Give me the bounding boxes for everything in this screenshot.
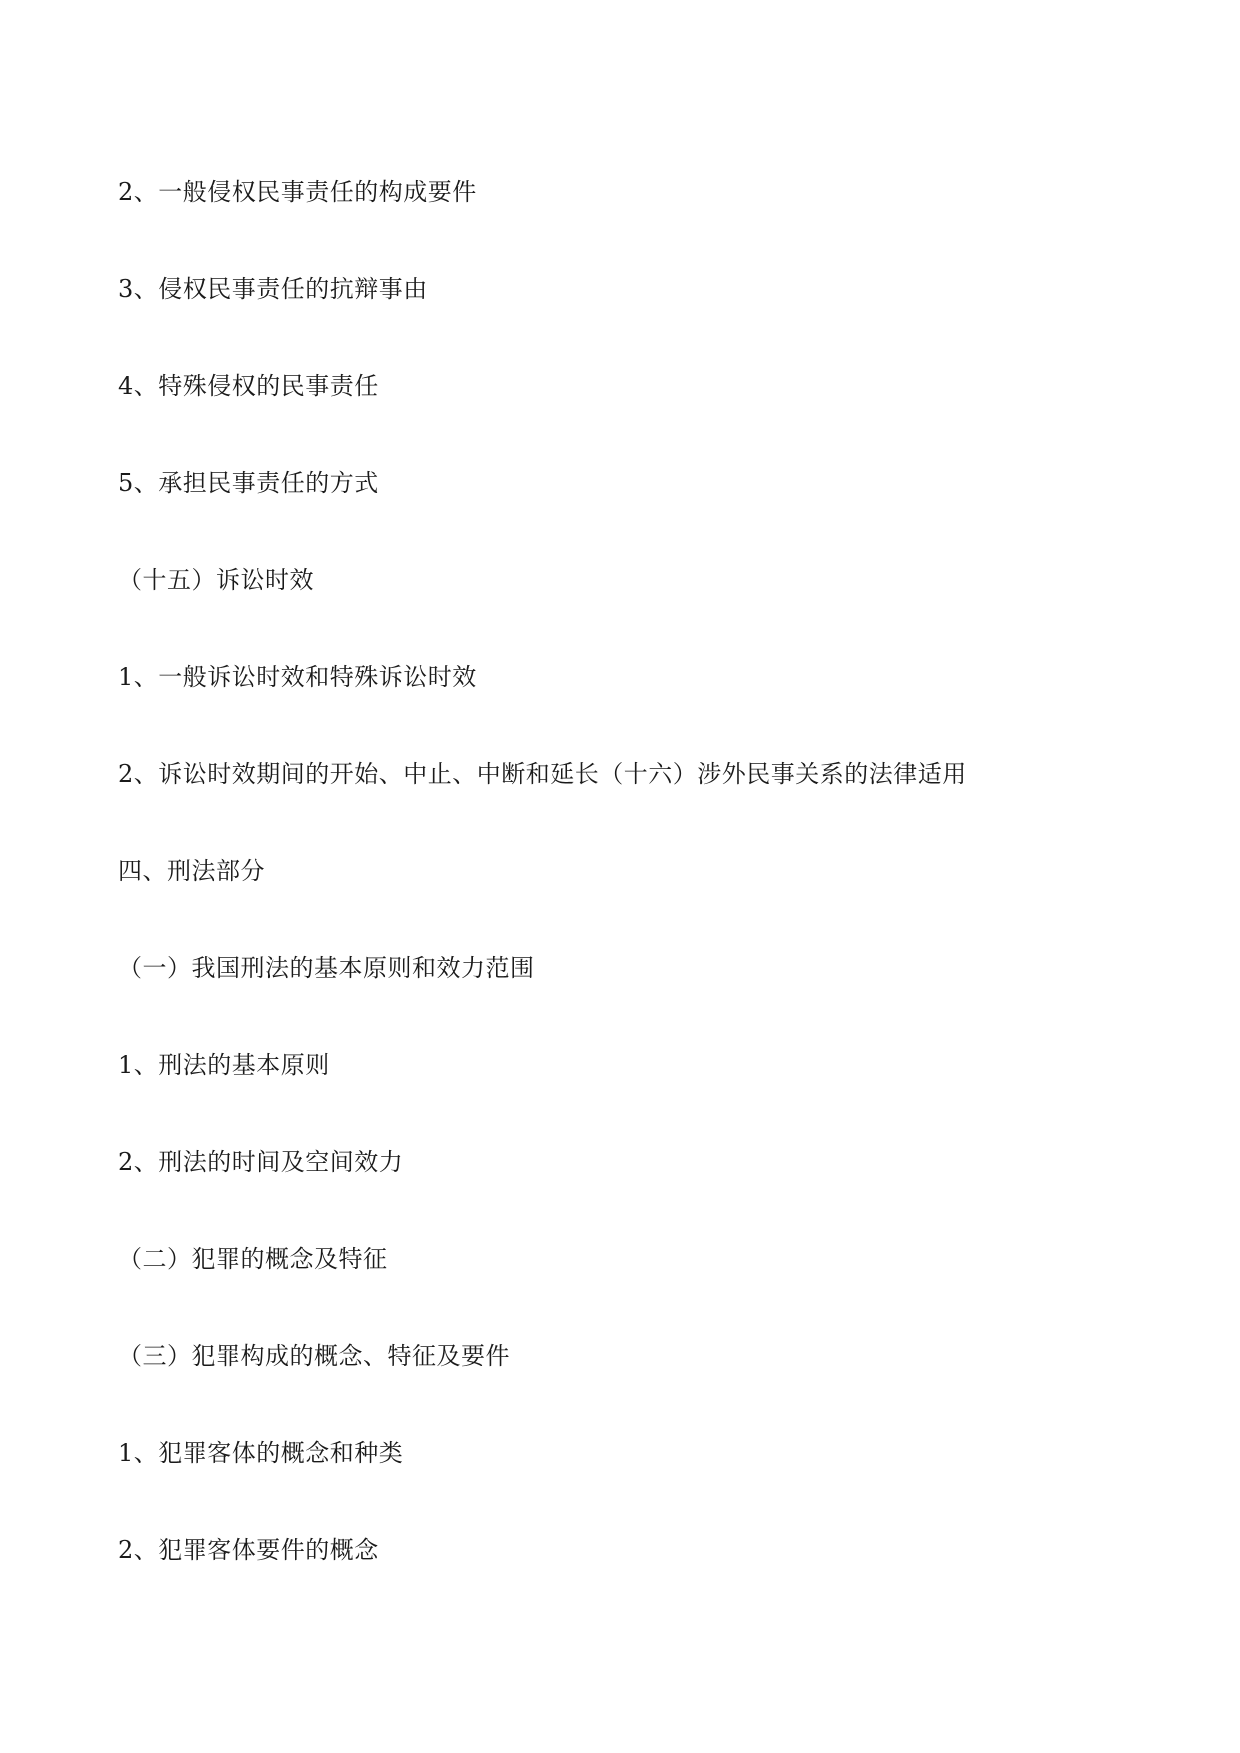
- part-heading-criminal-law: 四、刑法部分: [118, 857, 265, 885]
- text-line-time-space-effect: 2、刑法的时间及空间效力: [118, 1148, 404, 1176]
- text-line-crime-object-types: 1、犯罪客体的概念和种类: [118, 1439, 404, 1467]
- section-heading-limitation-period: （十五）诉讼时效: [118, 566, 314, 594]
- text-line-criminal-basic-principles: 1、刑法的基本原则: [118, 1051, 330, 1079]
- text-line-limitation-start-suspension: 2、诉讼时效期间的开始、中止、中断和延长（十六）涉外民事关系的法律适用: [118, 760, 967, 788]
- text-line-tort-liability-elements: 2、一般侵权民事责任的构成要件: [118, 178, 477, 206]
- text-line-special-tort-liability: 4、特殊侵权的民事责任: [118, 372, 379, 400]
- section-heading-crime-concept: （二）犯罪的概念及特征: [118, 1245, 388, 1273]
- section-heading-crime-constitution: （三）犯罪构成的概念、特征及要件: [118, 1342, 510, 1370]
- section-heading-criminal-principles: （一）我国刑法的基本原则和效力范围: [118, 954, 535, 982]
- text-line-general-special-limitation: 1、一般诉讼时效和特殊诉讼时效: [118, 663, 477, 691]
- text-line-liability-methods: 5、承担民事责任的方式: [118, 469, 379, 497]
- text-line-crime-object-element: 2、犯罪客体要件的概念: [118, 1536, 379, 1564]
- text-line-tort-defenses: 3、侵权民事责任的抗辩事由: [118, 275, 428, 303]
